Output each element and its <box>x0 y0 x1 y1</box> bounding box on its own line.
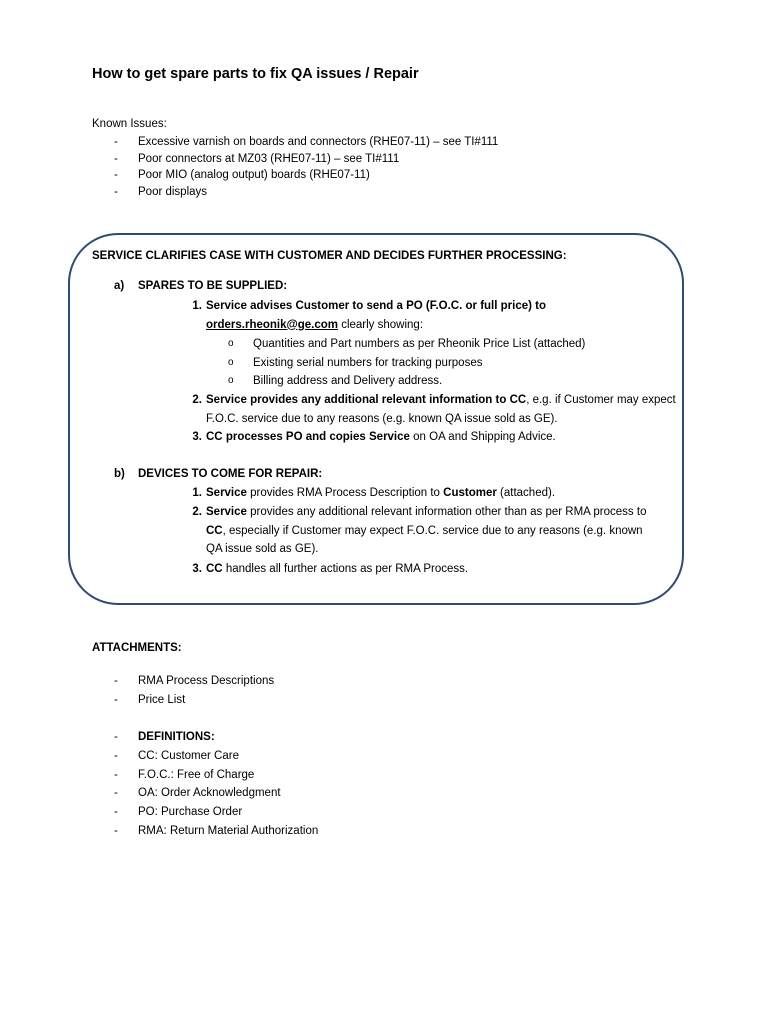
attachments-label: ATTACHMENTS: <box>92 642 182 654</box>
document-title: How to get spare parts to fix QA issues / Repair <box>92 66 419 82</box>
process-heading: SERVICE CLARIFIES CASE WITH CUSTOMER AND DECIDES FURTHER PROCESSING: <box>92 250 567 262</box>
section-a-title: a) SPARES TO BE SUPPLIED: <box>114 280 288 292</box>
known-issues-label: Known Issues: <box>92 118 167 130</box>
document-page: How to get spare parts to fix QA issues / Repair Known Issues: - Excessive varnish on boards and connectors (RHE07-11) – see TI#111 - Poor connectors at MZ03 (RHE07-11) – see TI#111 - Poor MIO (analog output) boards (RHE07-11) - Poor displays SERVICE CLARIFIES CASE WITH CUSTOMER AND DECIDES FURTHER PROCESSING: a) SPARES TO BE SUPPLIED: 1. Service advises Customer to send a PO (F.O.C. or full price) to orders.rheonik@ge.com clearly showing: o Quantities and Part numbers as per Rheonik Price List (attached) o Existing serial numbers for tracking purposes o Billing address and Delivery address. 2. Service provides any additional relevant information to CC, e.g. if Customer may expect F.O.C. service due to any reasons (e.g. known QA issue sold as GE). 3. CC processes PO and copies Service on OA and Shipping Advice. b) DEVICES TO COME FOR REPAIR: 1. Service provides RMA Process Description to Customer (attached). 2. Service provides any additional relevant information other than as per RMA process to CC, especially if Customer may expect F.O.C. service due to any reasons (e.g. known QA issue sold as GE). 3. CC handles all further actions as per RMA Process. ATTACHMENTS: - RMA Process Descriptions - Price List - DEFINITIONS: - CC: Customer Care - F.O.C.: Free of Charge - OA: Order Acknowledgment - PO: Purchase Order - RMA: Return Material Authorization <box>0 0 768 1024</box>
email-link[interactable]: orders.rheonik@ge.com <box>206 318 338 331</box>
section-b-title: b) DEVICES TO COME FOR REPAIR: <box>114 468 323 480</box>
